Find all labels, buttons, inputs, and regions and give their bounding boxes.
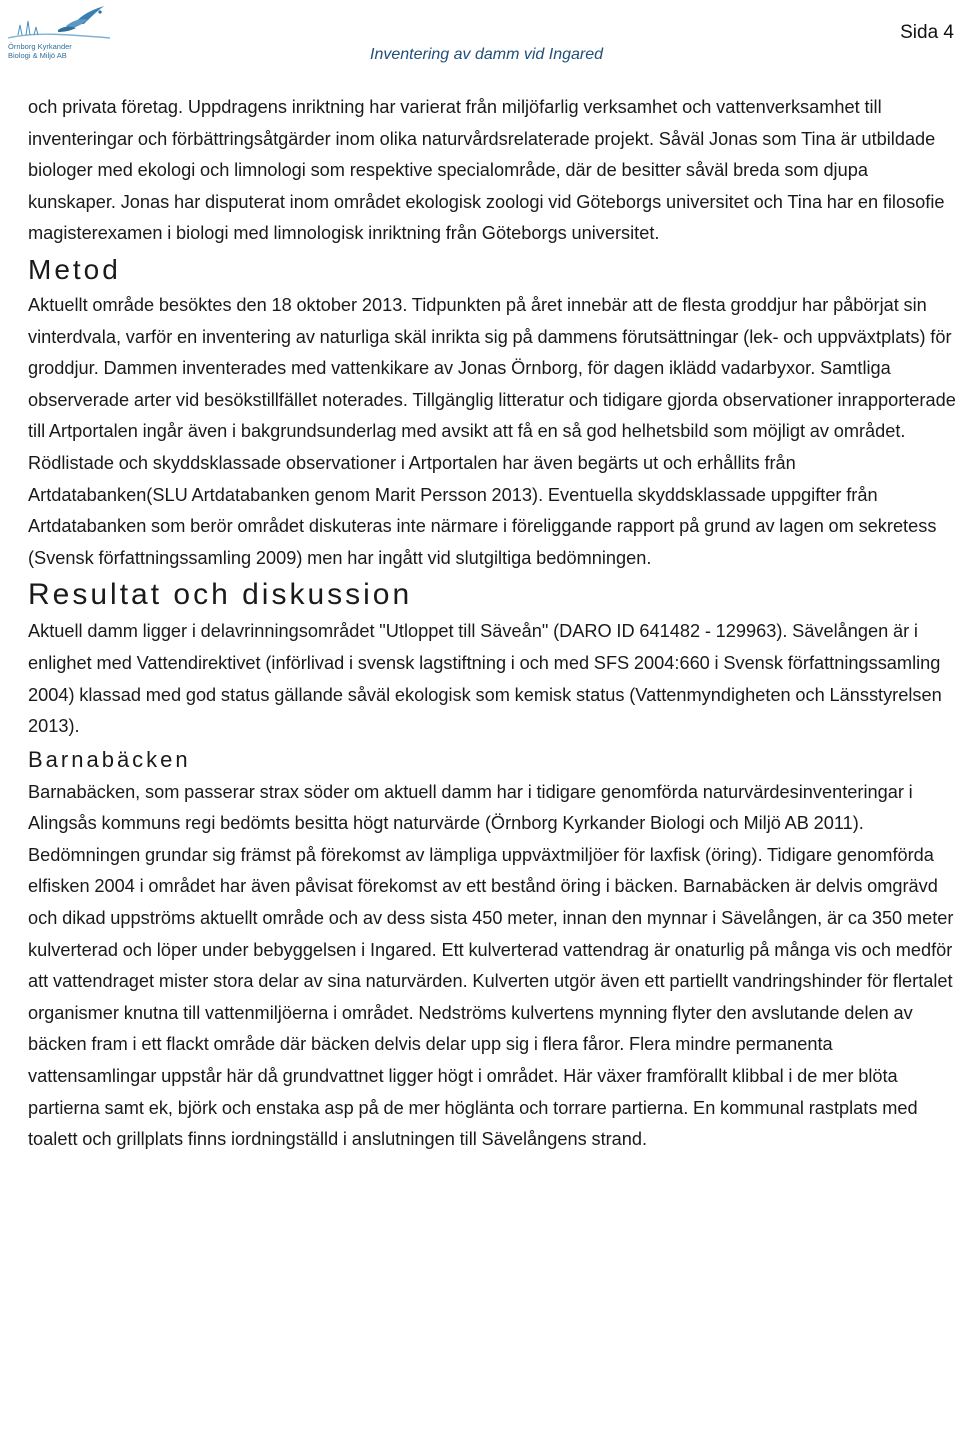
running-title: Inventering av damm vid Ingared [370, 46, 604, 63]
barnabacken-paragraph: Barnabäcken, som passerar strax söder om aktuell damm har i tidigare genomförda naturvärdesinventeringar i Alingsås kommuns regi bedömts besitta högt naturvärde (Örnborg Kyrkander Biologi och Miljö AB 2011). Bedömningen grundar sig främst på förekomst av lämpliga uppväxtmiljöer för laxfisk (öring). Tidigare genomförda elfisken 2004 i området har även påvisat förekomst av ett bestånd öring i bäcken. Barnabäcken är delvis omgrävd och dikad uppströms aktuellt område och av dess sista 450 meter, innan den mynnar i Sävelången, är ca 350 meter kulverterad och löper under bebyggelsen i Ingared. Ett kulverterad vattendrag är onaturlig på många vis och medför att vattendraget mister stora delar av sina naturvärden. Kulverten utgör även ett partiellt vandringshinder för flertalet organismer knutna till vattenmiljöerna i området. Nedströms kulvertens mynning flyter den avslutande delen av bäcken fram i ett flackt område där bäcken delvis delar upp sig i flera fåror. Flera mindre permanenta vattensamlingar uppstår här då grundvattnet ligger högt i området. Här växer framförallt klibbal i de mer blöta partierna samt ek, björk och enstaka asp på de mer höglänta och torrare partierna. En kommunal rastplats med toalett och grillplats finns iordningställd i anslutningen till Sävelångens strand. [28, 781, 954, 1150]
page-header [0, 0, 960, 80]
bird-logo-icon [4, 2, 116, 42]
company-logo [4, 2, 116, 62]
logo-text [8, 42, 120, 60]
heading-metod: Metod [28, 253, 121, 285]
logo-line-1: Örnborg Kyrkander [8, 42, 72, 51]
metod-paragraph: Aktuellt område besöktes den 18 oktober 2013. Tidpunkten på året innebär att de flesta groddjur har påbörjat sin vinterdvala, varför en inventering av naturliga skäl inrikta sig på dammens förutsättningar (lek- och uppväxtplats) för groddjur. Dammen inventerades med vattenkikare av Jonas Örnborg, för dagen iklädd vadarbyxor. Samtliga observerade arter vid besökstillfället noterades. Tillgänglig litteratur och tidigare gjorda observationer inrapporterade till Artportalen ingår även i bakgrundsunderlag med avsikt att få en så god helhetsbild som möjligt av området. Rödlistade och skyddsklassade observationer i Artportalen har även begärts ut och erhållits från Artdatabanken(SLU Artdatabanken genom Marit Persson 2013). Eventuella skyddsklassade uppgifter från Artdatabanken som berör området diskuteras inte närmare i föreliggande rapport på grund av lagen om sekretess (Svensk författningssamling 2009) men har ingått vid slutgiltiga bedömningen. [28, 294, 956, 568]
resultat-paragraph: Aktuell damm ligger i delavrinningsområdet "Utloppet till Säveån" (DARO ID 641482 - 129963). Sävelången är i enlighet med Vattendirektivet (införlivad i svensk lagstiftning i och med SFS 2004:660 i Svensk författningssamling 2004) klassad med god status gällande såväl ekologisk som kemisk status (Vattenmyndigheten och Länsstyrelsen 2013). [28, 621, 942, 737]
heading-resultat: Resultat och diskussion [28, 578, 413, 612]
heading-barnabacken: Barnabäcken [28, 746, 191, 772]
intro-paragraph: och privata företag. Uppdragens inriktning har varierat från miljöfarlig verksamhet och vattenverksamhet till inventeringar och förbättringsåtgärder inom olika naturvårdsrelaterade projekt. Såväl Jonas som Tina är utbildade biologer med ekologi och limnologi som respektive specialområde, där de besitter såväl breda som djupa kunskaper. Jonas har disputerat inom området ekologisk zoologi vid Göteborgs universitet och Tina har en filosofie magisterexamen i biologi med limnologisk inriktning från Göteborgs universitet. [28, 97, 945, 244]
page-number: Sida 4 [900, 22, 954, 43]
logo-line-2: Biologi & Miljö AB [8, 51, 67, 60]
document-body [28, 92, 956, 1156]
